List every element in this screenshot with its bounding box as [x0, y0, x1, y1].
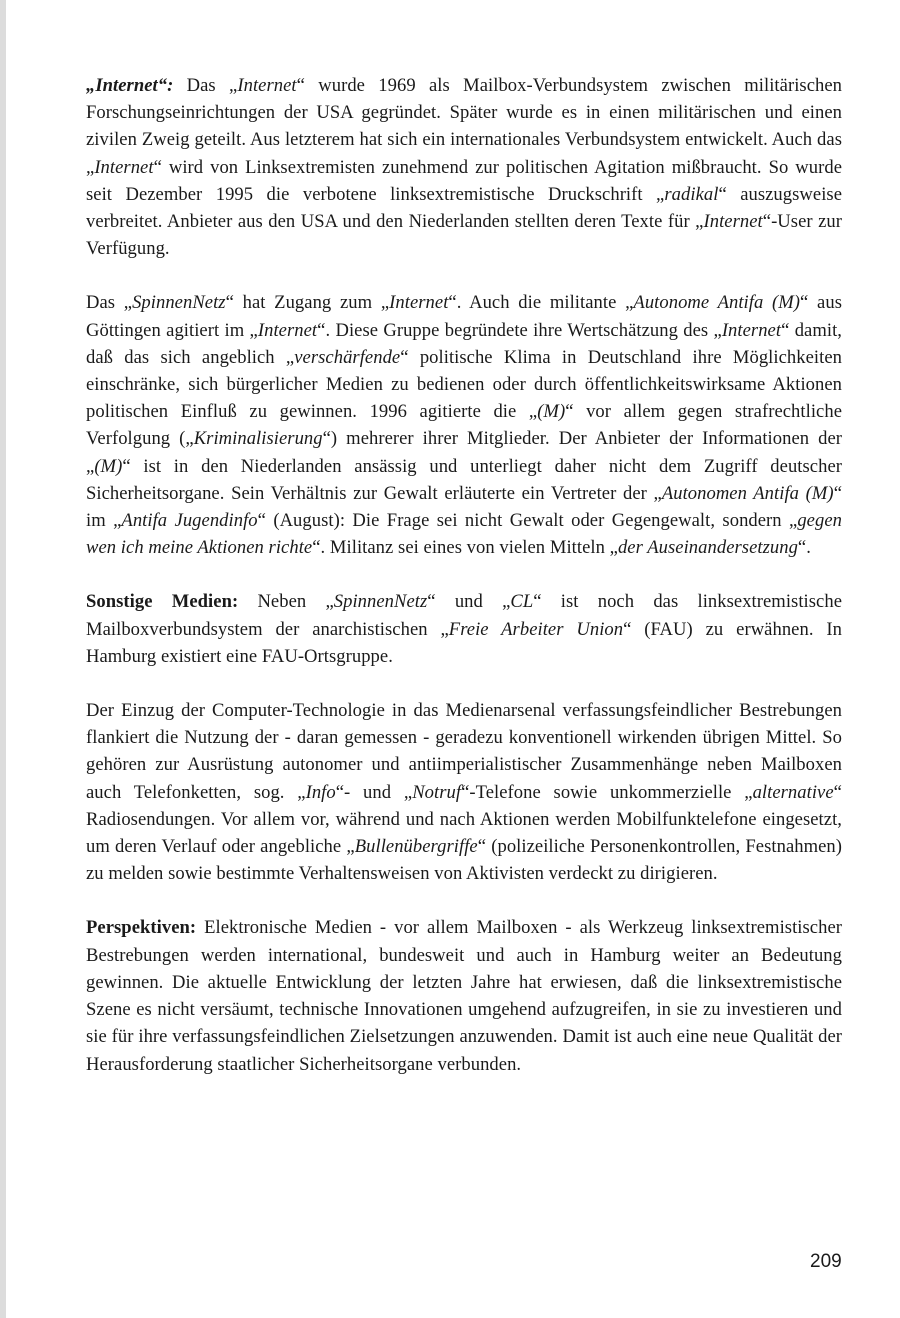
- text-run: “.: [797, 537, 811, 559]
- emphasized-text: Sonstige Medien:: [86, 591, 239, 613]
- emphasized-text: radikal: [664, 183, 719, 205]
- emphasized-text: Internet: [237, 75, 297, 96]
- text-run: “ auszugsweise verbreitet. Anbieter aus den USA und den Niederlanden stellten deren Texte für „: [86, 183, 842, 233]
- emphasized-text: SpinnenNetz: [132, 292, 226, 314]
- text-run: “. Militanz sei eines von vielen Mitteln „: [312, 537, 618, 559]
- emphasized-text: Autonomen Antifa (M): [661, 482, 834, 504]
- emphasized-text: Perspektiven:: [86, 917, 197, 939]
- emphasized-text: Internet: [389, 292, 449, 314]
- text-run: “ und „: [427, 591, 511, 613]
- emphasized-text: (M): [537, 401, 566, 423]
- text-run: “ Radiosendungen. Vor allem vor, während und nach Aktionen werden Mobilfunktelefone eingesetzt, um deren Verlauf oder angebliche „: [86, 781, 842, 858]
- text-run: Elektronische Medien - vor allem Mailboxen - als Werkzeug linksextremistischer Bestrebungen werden international, bundesweit und auch in Hamburg weiter an Bedeutung gewinnen. Die aktuelle Entwicklung der letzten Jahre hat erwiesen, daß die linksextremistische Szene es nicht versäumt, technische Innovationen umgehend aufzugreifen, in sie zu investieren und sie für ihre verfassungsfeindlichen Zielsetzungen anzuwenden. Damit ist auch eine neue Qualität der Herausforderung staatlicher Sicherheitsorgane verbunden.: [86, 917, 842, 1075]
- text-run: “ aus Göttingen agitiert im „: [86, 292, 842, 341]
- text-run: Das „: [86, 292, 133, 314]
- emphasized-text: „Internet“:: [86, 75, 174, 96]
- emphasized-text: Internet: [703, 211, 763, 233]
- text-run: Das „: [173, 75, 238, 96]
- text-run: “ (polizeiliche Personenkontrollen, Festnahmen) zu melden sowie bestimmte Verhaltensweisen von Aktivisten verdeckt zu dirigieren.: [86, 836, 842, 885]
- emphasized-text: Internet: [94, 156, 154, 178]
- emphasized-text: Bullenübergriffe: [354, 836, 478, 858]
- text-run: “ damit, daß das sich angeblich „: [86, 319, 842, 368]
- emphasized-text: Antifa Jugendinfo: [121, 510, 258, 532]
- text-run: Neben „: [238, 591, 334, 613]
- text-run: “ wird von Linksextremisten zunehmend zur politischen Agitation mißbraucht. So wurde seit Dezember 1995 die verbotene linksextremistische Druckschrift „: [86, 156, 842, 205]
- emphasized-text: (M): [94, 455, 123, 477]
- emphasized-text: Notruf: [412, 781, 462, 803]
- emphasized-text: Autonome Antifa (M): [633, 292, 801, 314]
- paragraph-computer-technologie: [86, 697, 842, 887]
- emphasized-text: verschärfende: [294, 346, 401, 368]
- text-run: “ politische Klima in Deutschland ihre Möglichkeiten einschränke, sich bürgerlicher Medien zu bedienen oder durch öffentlichkeitswirksame Aktionen politischen Einfluß zu gewinnen. 1996 agitierte die „: [86, 346, 842, 423]
- emphasized-text: gegen wen ich meine Aktionen richte: [86, 510, 842, 559]
- text-run: “ vor allem gegen strafrechtliche Verfolgung („: [86, 401, 843, 450]
- emphasized-text: der Auseinandersetzung: [617, 537, 798, 559]
- text-run: “) mehrerer ihrer Mitglieder. Der Anbieter der Informationen der „: [86, 428, 842, 477]
- emphasized-text: Internet: [257, 319, 318, 341]
- text-run: “ im „: [86, 482, 842, 532]
- text-run: “ (FAU) zu erwähnen. In Hamburg existiert eine FAU-Ortsgruppe.: [86, 618, 842, 667]
- text-run: “ ist in den Niederlanden ansässig und unterliegt daher nicht dem Zugriff deutscher Sicherheitsorgane. Sein Verhältnis zur Gewalt erläuterte ein Vertreter der „: [86, 455, 842, 504]
- body-text: [86, 72, 842, 1105]
- text-run: “ ist noch das linksextremistische Mailboxverbundsystem der anarchistischen „: [86, 591, 842, 640]
- text-run: “ hat Zugang zum „: [225, 292, 390, 314]
- text-run: “ (August): Die Frage sei nicht Gewalt oder Gegengewalt, sondern „: [257, 510, 798, 532]
- text-run: “-Telefone sowie unkommerzielle „: [461, 781, 753, 803]
- text-run: “. Diese Gruppe begründete ihre Wertschätzung des „: [317, 319, 722, 341]
- paragraph-sonstige-medien: [86, 588, 842, 670]
- emphasized-text: Freie Arbeiter Union: [448, 618, 624, 640]
- text-run: “- und „: [335, 781, 413, 803]
- paragraph-internet: [86, 72, 842, 262]
- paragraph-spinnennetz: [86, 289, 842, 561]
- text-run: “-User zur Verfügung.: [86, 211, 842, 260]
- text-run: Der Einzug der Computer-Technologie in das Medienarsenal verfassungsfeindlicher Bestrebungen flankiert die Nutzung der - daran gemessen - geradezu konventionell wirkenden übrigen Mittel. So gehören zur Ausrüstung autonomer und antiimperialistischer Zusammenhänge neben Mailboxen auch Telefonketten, sog. „: [86, 700, 842, 803]
- emphasized-text: Internet: [721, 319, 782, 341]
- emphasized-text: SpinnenNetz: [333, 591, 428, 613]
- emphasized-text: CL: [510, 591, 534, 613]
- paragraph-perspektiven: [86, 914, 842, 1077]
- emphasized-text: Info: [305, 781, 336, 803]
- emphasized-text: alternative: [752, 781, 834, 803]
- text-run: “. Auch die militante „: [448, 292, 634, 314]
- page-number: 209: [810, 1251, 842, 1272]
- text-run: “ wurde 1969 als Mailbox-Verbundsystem zwischen militärischen Forschungseinrichtungen der USA gegründet. Später wurde es in einen militärischen und einen zivilen Zweig geteilt. Aus letzterem hat sich ein internationales Verbundsystem entwickelt. Auch das „: [86, 75, 842, 178]
- emphasized-text: Kriminalisierung: [193, 428, 323, 450]
- scan-edge: [0, 0, 6, 1318]
